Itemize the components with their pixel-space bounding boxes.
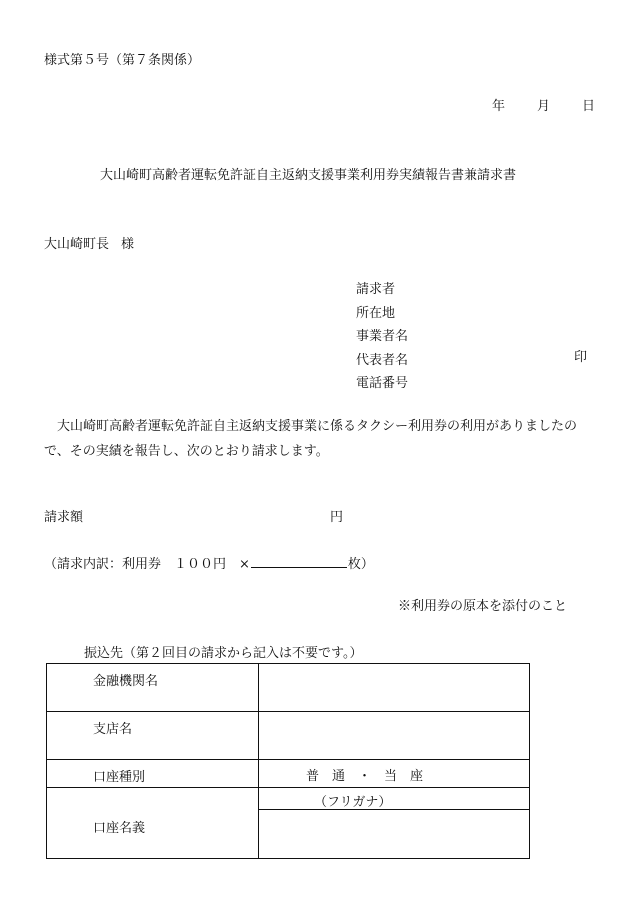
breakdown-line	[44, 555, 374, 571]
bank-row-account-name	[47, 788, 530, 859]
date-month: 月	[537, 99, 551, 114]
furigana-label: （フリガナ）	[259, 788, 529, 810]
account-name-field	[259, 810, 529, 854]
seal-mark: 印	[574, 350, 588, 365]
document-title: 大山崎町高齢者運転免許証自主返納支援事業利用券実績報告書兼請求書	[100, 168, 517, 183]
claimant-heading: 請求者	[356, 282, 396, 297]
addressee-name: 大山崎町長	[44, 237, 110, 252]
bank-row-branch	[47, 712, 530, 760]
date-day: 日	[582, 99, 596, 114]
account-type-options: 普 通 ・ 当 座	[259, 760, 530, 788]
account-name-cell	[259, 788, 530, 859]
bank-row-account-type	[47, 760, 530, 788]
account-name-label: 口座名義	[47, 788, 259, 859]
representative-label: 代表者名	[356, 352, 409, 368]
form-number: 様式第５号（第７条関係）	[44, 53, 201, 68]
date-line	[492, 100, 595, 113]
breakdown-prefix: （請求内訳：利用券 １００円 ×	[44, 557, 250, 572]
claimant-block	[356, 283, 408, 401]
addressee-honorific: 様	[121, 237, 135, 252]
breakdown-suffix: 枚）	[347, 557, 374, 572]
institution-field	[259, 664, 530, 712]
date-year: 年	[492, 99, 506, 114]
body-text: 大山崎町高齢者運転免許証自主返納支援事業に係るタクシー利用券の利用がありましたので、その実績を報告し、次のとおり請求します。	[44, 419, 578, 459]
branch-label: 支店名	[47, 712, 259, 760]
attach-note: ※利用券の原本を添付のこと	[398, 599, 568, 614]
bank-table	[46, 663, 530, 859]
addressee	[44, 238, 134, 251]
business-name-label: 事業者名	[356, 329, 409, 344]
bank-row-institution	[47, 664, 530, 712]
address-label: 所在地	[356, 305, 396, 321]
amount-unit: 円	[330, 510, 344, 525]
bank-heading: 振込先（第２回目の請求から記入は不要です。）	[84, 646, 363, 661]
phone-label: 電話番号	[356, 376, 409, 391]
institution-label: 金融機関名	[47, 664, 259, 712]
branch-field	[259, 712, 530, 760]
amount-label: 請求額	[44, 510, 84, 525]
ticket-count-blank	[251, 555, 347, 568]
account-type-label: 口座種別	[47, 760, 259, 788]
